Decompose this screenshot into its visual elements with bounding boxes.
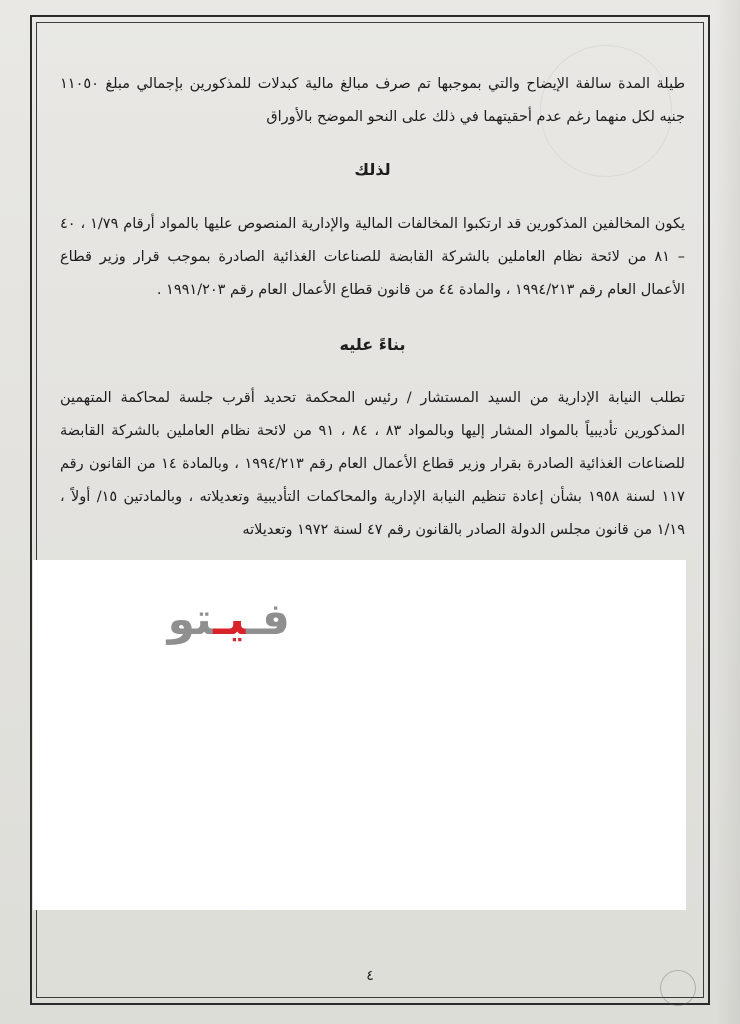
corner-stamp [660, 970, 696, 1006]
heading-therefore: لذلك [354, 160, 391, 179]
watermark-logo [140, 585, 290, 655]
page-number: ٤ [366, 968, 374, 984]
redacted-area [33, 560, 686, 910]
watermark-part-1: فـ [246, 594, 290, 645]
paragraph-allowances: طيلة المدة سالفة الإيضاح والتي بموجبها تم صرف مبالغ مالية كبدلات للمذكورين بإجمالي مبلغ ١١٠٥٠ جنيه لكل منهما رغم عدم أحقيتهما في ذلك على النحو الموضح بالأوراق [60, 76, 685, 125]
page-edge-shadow [715, 0, 740, 1024]
paragraph-violations: يكون المخالفين المذكورين قد ارتكبوا المخالفات المالية والإدارية المنصوص عليها بالمواد أرقام ١/٧٩ ، ٤٠ – ٨١ من لائحة نظام العاملين بالشركة القابضة للصناعات الغذائية الصادرة بموجب قرار وزير قطاع الأعمال العام رقم ١٩٩٤/٢١٣ ، والمادة ٤٤ من قانون قطاع الأعمال العام رقم ١٩٩١/٢٠٣ . [60, 216, 686, 298]
watermark-part-2: يـ [213, 594, 247, 645]
watermark-part-3: تو [167, 594, 214, 645]
heading-accordingly: بناءً عليه [339, 335, 406, 354]
paragraph-request: تطلب النيابة الإدارية من السيد المستشار / رئيس المحكمة تحديد أقرب جلسة لمحاكمة المتهمين المذكورين تأديبياً بالمواد المشار إليها وبالمواد ٨٣ ، ٨٤ ، ٩١ من لائحة نظام العاملين بالشركة القابضة للصناعات الغذائية الصادرة بقرار وزير قطاع الأعمال العام رقم ١٩٩٤/٢١٣ ، وبالمادة ١٤ من القانون رقم ١١٧ لسنة ١٩٥٨ بشأن إعادة تنظيم النيابة الإدارية والمحاكمات التأديبية وتعديلاته ، وبالمادتين ١٥/ أولاً ، ١/١٩ من قانون مجلس الدولة الصادر بالقانون رقم ٤٧ لسنة ١٩٧٢ وتعديلاته [60, 390, 685, 538]
